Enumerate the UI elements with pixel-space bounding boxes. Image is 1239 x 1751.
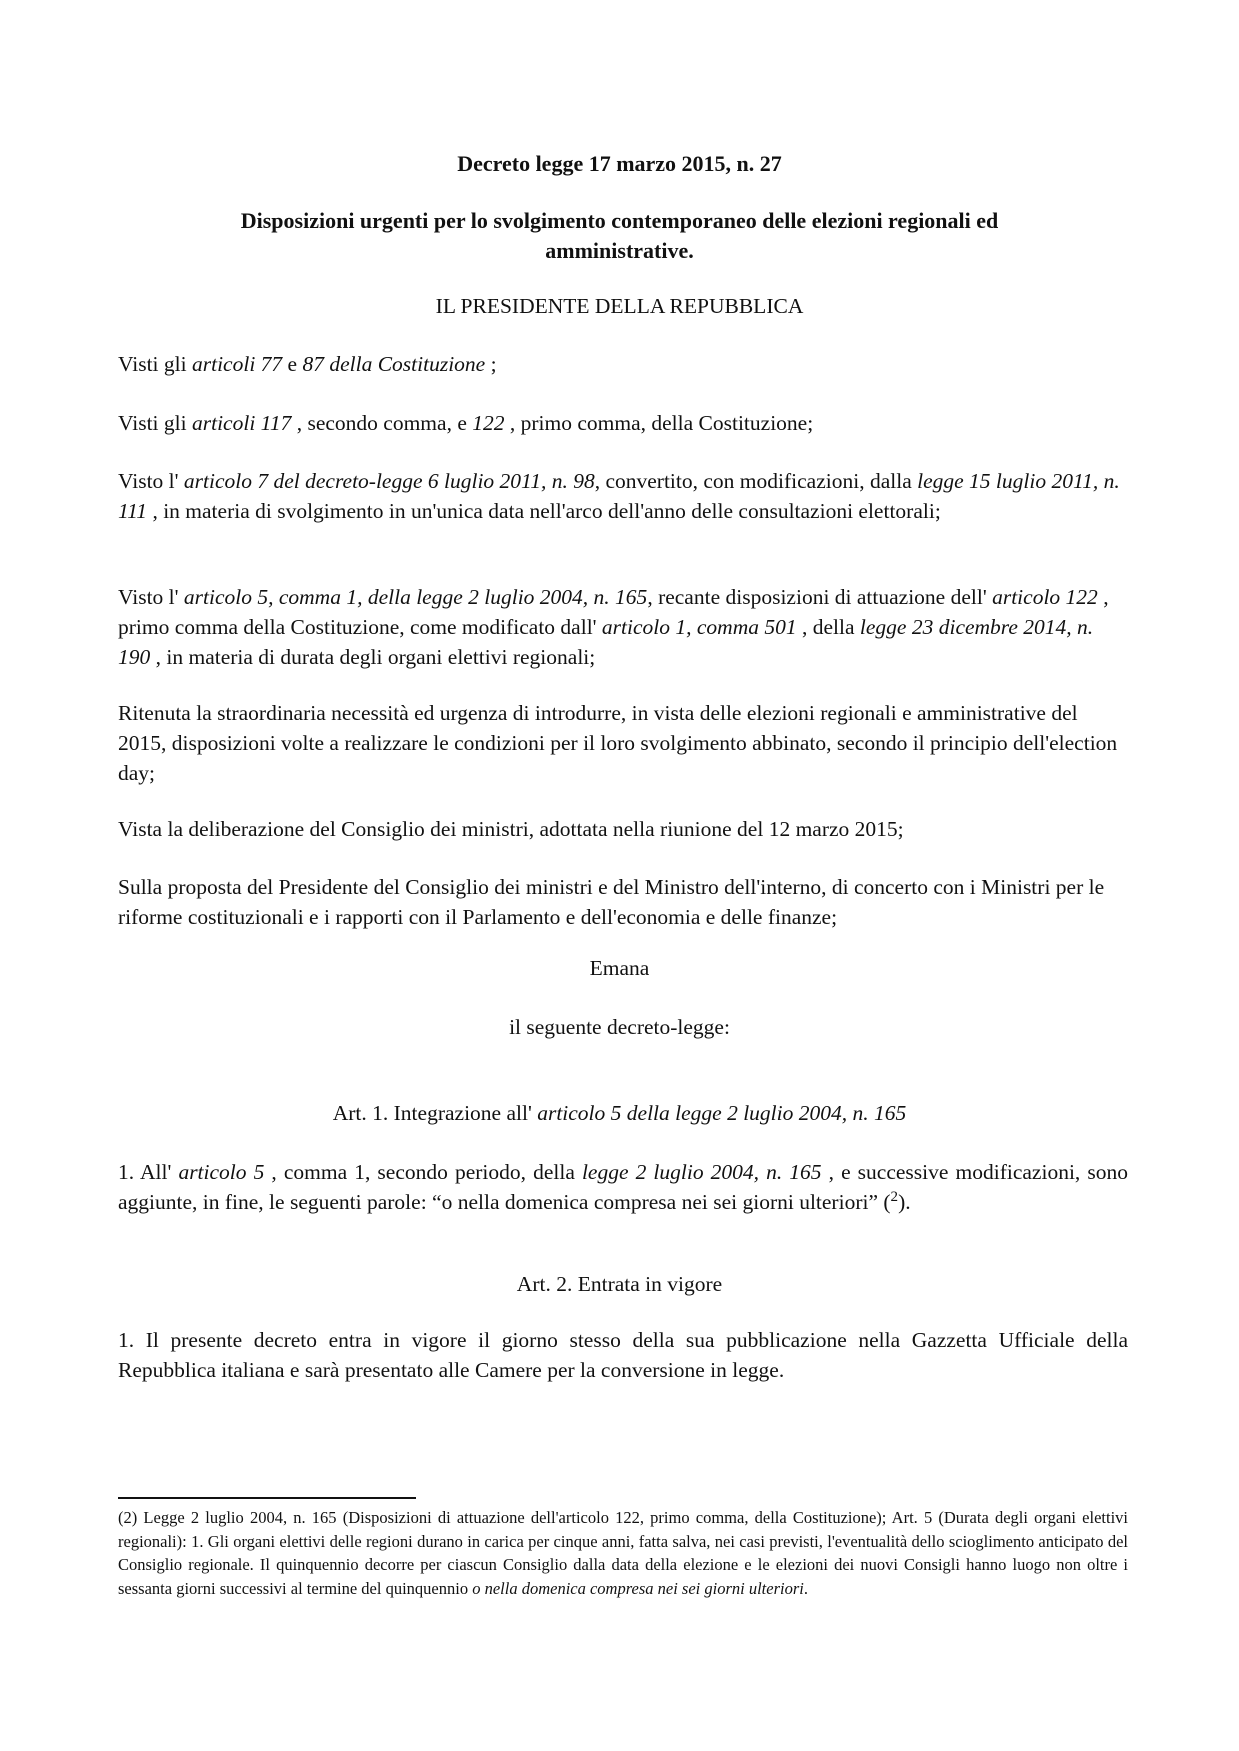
- law-reference: articolo 122: [992, 585, 1098, 609]
- enactment-emana: Emana: [589, 956, 650, 980]
- article-1-heading: Art. 1. Integrazione all' articolo 5 della legge 2 luglio 2004, n. 165: [332, 1101, 907, 1125]
- enactment-following: il seguente decreto-legge:: [509, 1015, 730, 1039]
- law-reference: legge 2 luglio 2004, n. 165: [581, 1160, 822, 1184]
- law-reference: articolo 1, comma 501: [601, 615, 797, 639]
- document-title: Decreto legge 17 marzo 2015, n. 27: [457, 151, 782, 176]
- subtitle-line-2: amministrative.: [545, 238, 694, 263]
- law-reference: legge 15 luglio 2011, n. 111: [118, 469, 1120, 523]
- article-1-text: 1. All' articolo 5 , comma 1, secondo periodo, della legge 2 luglio 2004, n. 165 , e successive modificazioni, sono aggiunte, in fine, le seguenti parole: “o nella domenica compresa nei sei giorni ulteriori” ($^2$).: [118, 1160, 1128, 1214]
- article-2-heading: Art. 2. Entrata in vigore: [516, 1272, 723, 1296]
- preamble-paragraph-2: Visti gli articoli 117 , secondo comma, e 122 , primo comma, della Costituzione;: [118, 411, 814, 435]
- preamble-paragraph-4: Visto l' articolo 5, comma 1, della legge 2 luglio 2004, n. 165, recante disposizioni di attuazione dell' articolo 122 , primo comma della Costituzione, come modificato dall' articolo 1, comma 501 , della legge 23 dicembre 2014, n. 190 , in materia di durata degli organi elettivi regionali;: [118, 585, 1109, 669]
- footnote-reference[interactable]: 2: [890, 1188, 899, 1205]
- law-reference: articolo 7 del decreto-legge 6 luglio 2011, n. 98: [183, 469, 595, 493]
- document-subtitle: [0, 206, 1239, 266]
- law-reference: articolo 5: [178, 1160, 265, 1184]
- footnote: (2) Legge 2 luglio 2004, n. 165 (Disposizioni di attuazione dell'articolo 122, primo comma, della Costituzione); Art. 5 (Durata degli organi elettivi regionali): 1. Gli organi elettivi delle regioni durano in carica per cinque anni, fatta salva, nei casi previsti, l'eventualità dello scioglimento anticipato del Consiglio regionale. Il quinquennio decorre per ciascun Consiglio dalla data della elezione e le elezioni dei nuovi Consigli hanno luogo non oltre i sessanta giorni successivi al termine del quinquennio o nella domenica compresa nei sei giorni ulteriori.: [118, 1508, 1128, 1598]
- law-reference: articoli 117: [191, 411, 292, 435]
- law-reference: legge 23 dicembre 2014, n. 190: [118, 615, 1094, 669]
- law-reference: articolo 5, comma 1, della legge 2 luglio 2004, n. 165: [183, 585, 648, 609]
- law-reference: articolo 5 della legge 2 luglio 2004, n. 165: [537, 1101, 907, 1125]
- law-reference: 122: [472, 411, 505, 435]
- preamble-paragraph-7: Sulla proposta del Presidente del Consiglio dei ministri e del Ministro dell'interno, di concerto con i Ministri per le riforme costituzionali e i rapporti con il Parlamento e dell'economia e delle finanze;: [118, 875, 1105, 929]
- issuer-heading: IL PRESIDENTE DELLA REPUBBLICA: [435, 294, 804, 318]
- preamble-paragraph-5: Ritenuta la straordinaria necessità ed urgenza di introdurre, in vista delle elezioni regionali e amministrative del 2015, disposizioni volte a realizzare le condizioni per il loro svolgimento abbinato, secondo il principio dell'election day;: [118, 701, 1118, 785]
- footnote-separator: [118, 1497, 416, 1499]
- law-reference: 87 della Costituzione: [302, 352, 486, 376]
- preamble-paragraph-6: Vista la deliberazione del Consiglio dei ministri, adottata nella riunione del 12 marzo 2015;: [118, 817, 904, 841]
- article-2-text: 1. Il presente decreto entra in vigore il giorno stesso della sua pubblicazione nella Gazzetta Ufficiale della Repubblica italiana e sarà presentato alle Camere per la conversione in legge.: [118, 1328, 1128, 1382]
- preamble-paragraph-3: Visto l' articolo 7 del decreto-legge 6 luglio 2011, n. 98, convertito, con modificazioni, dalla legge 15 luglio 2011, n. 111 , in materia di svolgimento in un'unica data nell'arco dell'anno delle consultazioni elettorali;: [118, 469, 1120, 523]
- preamble-paragraph-1: Visti gli articoli 77 e 87 della Costituzione ;: [118, 352, 497, 376]
- subtitle-line-1: Disposizioni urgenti per lo svolgimento contemporaneo delle elezioni regionali ed: [240, 208, 999, 233]
- law-reference: articoli 77: [191, 352, 283, 376]
